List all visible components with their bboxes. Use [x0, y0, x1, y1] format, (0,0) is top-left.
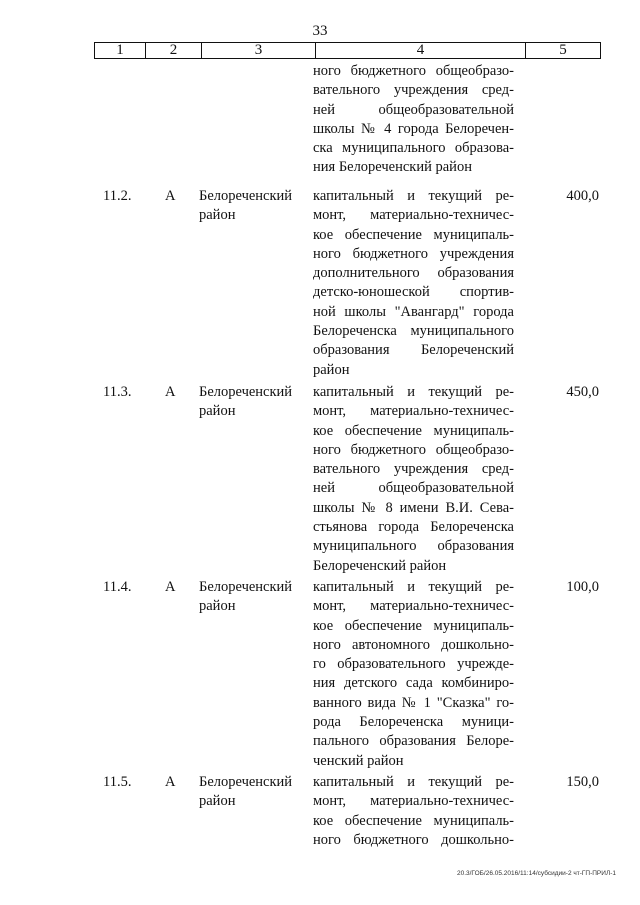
row-description — [313, 187, 514, 380]
text-line: ного бюджетного учреждения — [313, 245, 514, 262]
text-line: монт, материально-техничес- — [313, 403, 514, 420]
text-line: пального образования Белоре- — [313, 733, 514, 750]
text-line: детско-юношеской спортив- — [313, 284, 514, 301]
column-header-5: 5 — [526, 43, 601, 59]
row-district — [199, 383, 304, 422]
text-line: школы № 4 города Белоречен- — [313, 120, 514, 137]
row-district — [199, 187, 304, 226]
text-line: ванного вида № 1 "Сказка" го- — [313, 694, 514, 711]
text-line: Белореченский район — [313, 557, 447, 574]
row-description — [313, 383, 514, 576]
text-line: ней общеобразовательной — [313, 101, 514, 118]
text-line: вательного учреждения сред- — [313, 82, 514, 99]
district-line: Белореченский — [199, 188, 293, 204]
district-line: район — [199, 207, 236, 224]
district-line: район — [199, 598, 236, 615]
text-line: Белореченска муниципального — [313, 323, 514, 340]
row-district — [199, 773, 304, 812]
footer-document-code: 20.3/ГОБ/26.05.2016/11:14/субсидии-2 чт-ГП-ПРИЛ-1 — [456, 870, 616, 877]
row-number: 11.2. — [103, 188, 132, 204]
text-line: капитальный и текущий ре- — [313, 188, 514, 204]
text-line: образования Белореченский — [313, 342, 514, 359]
row-amount: 450,0 — [566, 384, 599, 400]
row-description — [313, 578, 514, 771]
text-line: ного бюджетного общеобразо- — [313, 63, 514, 79]
text-line: вательного учреждения сред- — [313, 461, 514, 478]
row-description — [313, 773, 514, 850]
row-amount: 150,0 — [566, 774, 599, 790]
text-line: капитальный и текущий ре- — [313, 384, 514, 400]
district-line: район — [199, 793, 236, 810]
row-district — [199, 578, 304, 617]
text-line: ния детского сада комбиниро- — [313, 675, 514, 692]
page-number: 33 — [312, 23, 328, 39]
text-line: ного бюджетного дошкольно- — [313, 831, 514, 848]
text-line: ченский район — [313, 752, 404, 769]
district-line: Белореченский — [199, 774, 293, 790]
text-line: кое обеспечение муниципаль- — [313, 226, 514, 243]
text-line: капитальный и текущий ре- — [313, 579, 514, 595]
text-line: кое обеспечение муниципаль- — [313, 617, 514, 634]
text-line: ного автономного дошкольно- — [313, 636, 514, 653]
column-header-2: 2 — [146, 43, 202, 59]
text-line: капитальный и текущий ре- — [313, 774, 514, 790]
column-header-1: 1 — [95, 43, 146, 59]
text-line: кое обеспечение муниципаль- — [313, 812, 514, 829]
text-line: школы № 8 имени В.И. Сева- — [313, 499, 514, 516]
text-line: ней общеобразовательной — [313, 480, 514, 497]
row-letter: А — [165, 774, 176, 790]
text-line: монт, материально-техничес- — [313, 793, 514, 810]
district-line: Белореченский — [199, 384, 293, 400]
text-line: го образовательного учрежде- — [313, 656, 514, 673]
text-line: дополнительного образования — [313, 265, 514, 282]
row-letter: А — [165, 188, 176, 204]
row-letter: А — [165, 384, 176, 400]
column-header-3: 3 — [202, 43, 316, 59]
row-amount: 100,0 — [566, 579, 599, 595]
column-header-4: 4 — [316, 43, 526, 59]
row-number: 11.4. — [103, 579, 132, 595]
text-line: ния Белореченский район — [313, 159, 472, 176]
continuation-text — [313, 62, 514, 178]
district-line: Белореченский — [199, 579, 293, 595]
district-line: район — [199, 403, 236, 420]
text-line: ной школы "Авангард" города — [313, 303, 514, 320]
text-line: монт, материально-техничес- — [313, 598, 514, 615]
text-line: стьянова города Белореченска — [313, 519, 514, 536]
text-line: ска муниципального образова- — [313, 140, 514, 157]
row-number: 11.5. — [103, 774, 132, 790]
row-number: 11.3. — [103, 384, 132, 400]
text-line: рода Белореченска муници- — [313, 714, 514, 731]
row-letter: А — [165, 579, 176, 595]
text-line: район — [313, 361, 350, 378]
text-line: кое обеспечение муниципаль- — [313, 422, 514, 439]
text-line: муниципального образования — [313, 538, 514, 555]
column-header-table — [94, 42, 601, 59]
text-line: ного бюджетного общеобразо- — [313, 441, 514, 458]
text-line: монт, материально-техничес- — [313, 207, 514, 224]
row-amount: 400,0 — [566, 188, 599, 204]
